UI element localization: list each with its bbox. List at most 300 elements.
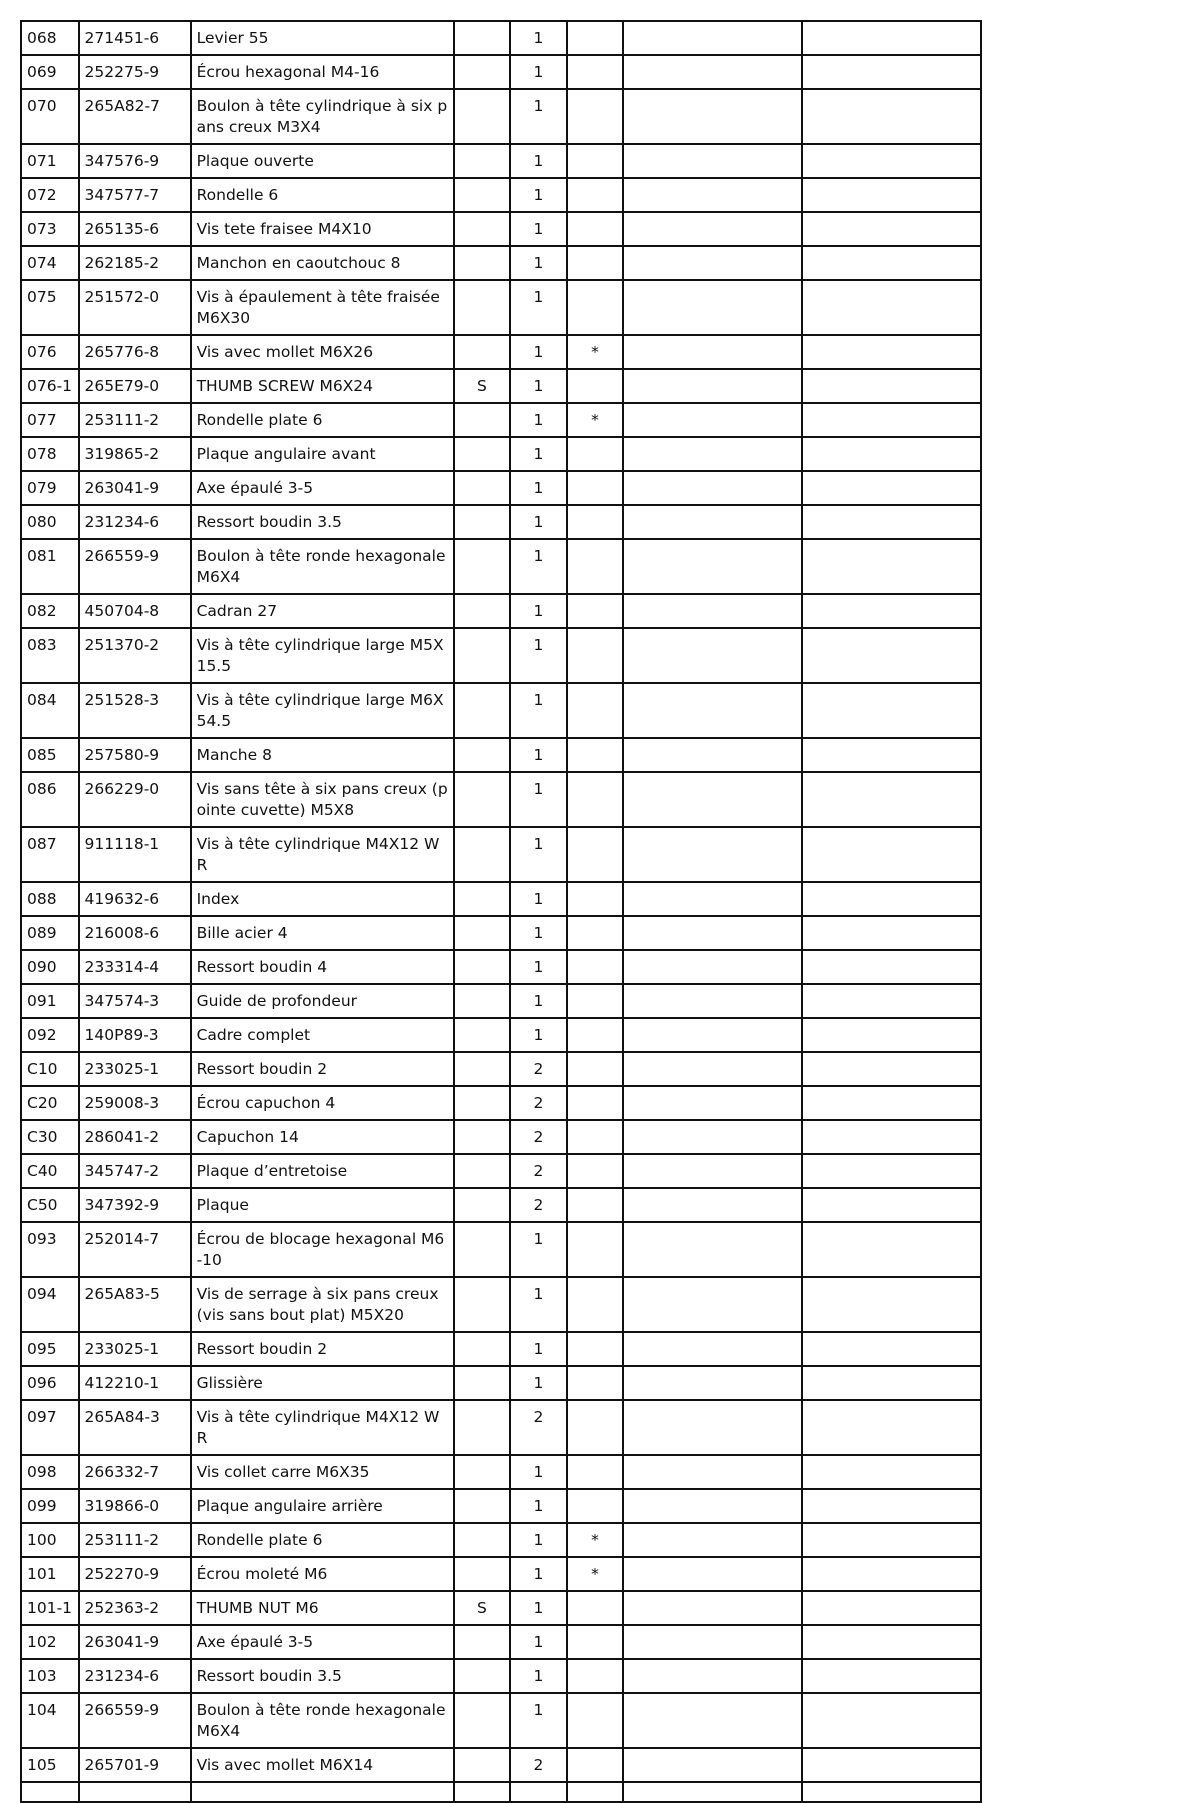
quantity-cell: 1 [510, 1625, 567, 1659]
marker-cell [567, 1052, 624, 1086]
part-description-cell: Plaque angulaire arrière [191, 1489, 454, 1523]
quantity-cell: 1 [510, 280, 567, 335]
quantity-cell: 1 [510, 335, 567, 369]
part-description-cell: Vis à épaulement à tête fraisée M6X30 [191, 280, 454, 335]
empty-cell [802, 539, 981, 594]
empty-cell [623, 1748, 802, 1782]
table-row [21, 178, 981, 212]
empty-cell [623, 1591, 802, 1625]
empty-cell [802, 1591, 981, 1625]
table-row [21, 594, 981, 628]
note-cell [454, 437, 511, 471]
empty-cell [623, 827, 802, 882]
part-code-cell: 263041-9 [79, 471, 191, 505]
part-number-index-cell: 089 [21, 916, 79, 950]
part-code-cell: 347574-3 [79, 984, 191, 1018]
part-description-cell: Plaque [191, 1188, 454, 1222]
empty-cell [802, 1523, 981, 1557]
part-code-cell: 265701-9 [79, 1748, 191, 1782]
part-number-index-cell: 093 [21, 1222, 79, 1277]
quantity-cell: 1 [510, 144, 567, 178]
empty-cell [623, 594, 802, 628]
empty-cell [802, 1366, 981, 1400]
table-row [21, 212, 981, 246]
part-description-cell: Écrou de blocage hexagonal M6-10 [191, 1222, 454, 1277]
marker-cell [567, 212, 624, 246]
part-code-cell: 252014-7 [79, 1222, 191, 1277]
quantity-cell: 1 [510, 539, 567, 594]
empty-cell [623, 1188, 802, 1222]
table-row [21, 403, 981, 437]
part-description-cell: Plaque ouverte [191, 144, 454, 178]
table-row [21, 1625, 981, 1659]
part-number-index-cell: 101 [21, 1557, 79, 1591]
part-code-cell: 271451-6 [79, 21, 191, 55]
part-code-cell: 252363-2 [79, 1591, 191, 1625]
quantity-cell: 1 [510, 984, 567, 1018]
marker-cell [567, 1400, 624, 1455]
part-number-index-cell: 079 [21, 471, 79, 505]
note-cell [454, 1086, 511, 1120]
empty-cell [802, 1052, 981, 1086]
part-number-index-cell: 095 [21, 1332, 79, 1366]
empty-cell [623, 144, 802, 178]
table-row [21, 335, 981, 369]
empty-cell [623, 1693, 802, 1748]
marker-cell [567, 55, 624, 89]
part-description-cell: Vis tete fraisee M4X10 [191, 212, 454, 246]
part-code-cell: 450704-8 [79, 594, 191, 628]
marker-cell [567, 1366, 624, 1400]
empty-cell [623, 683, 802, 738]
empty-cell [802, 628, 981, 683]
note-cell [454, 1332, 511, 1366]
note-cell [454, 403, 511, 437]
empty-cell [623, 1120, 802, 1154]
part-description-cell: Levier 55 [191, 21, 454, 55]
empty-cell [802, 212, 981, 246]
quantity-cell: 1 [510, 1366, 567, 1400]
note-cell [454, 55, 511, 89]
quantity-cell: 1 [510, 916, 567, 950]
empty-cell [802, 1222, 981, 1277]
marker-cell: * [567, 403, 624, 437]
part-code-cell: 252270-9 [79, 1557, 191, 1591]
table-row [21, 1455, 981, 1489]
quantity-cell: 1 [510, 1693, 567, 1748]
parts-table-body [21, 21, 981, 1802]
part-code-cell: 251370-2 [79, 628, 191, 683]
marker-cell [567, 505, 624, 539]
empty-cell [802, 21, 981, 55]
part-number-index-cell: 088 [21, 882, 79, 916]
part-number-index-cell: C30 [21, 1120, 79, 1154]
empty-cell [623, 437, 802, 471]
part-description-cell: Vis avec mollet M6X26 [191, 335, 454, 369]
quantity-cell: 2 [510, 1120, 567, 1154]
empty-cell [623, 1052, 802, 1086]
part-description-cell: Vis de serrage à six pans creux (vis sans bout plat) M5X20 [191, 1277, 454, 1332]
empty-cell [802, 505, 981, 539]
table-row [21, 89, 981, 144]
quantity-cell: 1 [510, 178, 567, 212]
empty-cell [802, 403, 981, 437]
empty-cell [623, 505, 802, 539]
table-row [21, 1222, 981, 1277]
part-description-cell: Guide de profondeur [191, 984, 454, 1018]
part-description-cell: Vis à tête cylindrique large M6X54.5 [191, 683, 454, 738]
empty-cell [623, 882, 802, 916]
table-row [21, 683, 981, 738]
note-cell [454, 1625, 511, 1659]
marker-cell [567, 882, 624, 916]
part-code-cell: 319865-2 [79, 437, 191, 471]
part-description-cell: THUMB SCREW M6X24 [191, 369, 454, 403]
part-code-cell: 286041-2 [79, 1120, 191, 1154]
part-number-index-cell [21, 1782, 79, 1802]
part-number-index-cell: 076-1 [21, 369, 79, 403]
part-code-cell: 266332-7 [79, 1455, 191, 1489]
marker-cell: * [567, 335, 624, 369]
part-description-cell: Écrou capuchon 4 [191, 1086, 454, 1120]
table-row [21, 539, 981, 594]
note-cell [454, 1052, 511, 1086]
quantity-cell: 1 [510, 1591, 567, 1625]
quantity-cell: 2 [510, 1400, 567, 1455]
quantity-cell: 1 [510, 882, 567, 916]
empty-cell [623, 1154, 802, 1188]
part-code-cell: 253111-2 [79, 403, 191, 437]
quantity-cell: 1 [510, 21, 567, 55]
part-number-index-cell: 104 [21, 1693, 79, 1748]
table-row [21, 1086, 981, 1120]
note-cell [454, 1748, 511, 1782]
quantity-cell: 1 [510, 369, 567, 403]
empty-cell [802, 335, 981, 369]
marker-cell: * [567, 1557, 624, 1591]
part-code-cell: 140P89-3 [79, 1018, 191, 1052]
empty-cell [802, 1277, 981, 1332]
marker-cell [567, 89, 624, 144]
part-number-index-cell: 083 [21, 628, 79, 683]
part-code-cell: 231234-6 [79, 505, 191, 539]
note-cell [454, 950, 511, 984]
empty-cell [802, 1659, 981, 1693]
note-cell [454, 1120, 511, 1154]
note-cell [454, 1222, 511, 1277]
empty-cell [802, 144, 981, 178]
part-code-cell: 347576-9 [79, 144, 191, 178]
part-number-index-cell: 069 [21, 55, 79, 89]
quantity-cell: 2 [510, 1748, 567, 1782]
part-code-cell: 265A84-3 [79, 1400, 191, 1455]
part-code-cell: 262185-2 [79, 246, 191, 280]
marker-cell: * [567, 1523, 624, 1557]
note-cell [454, 683, 511, 738]
empty-cell [623, 246, 802, 280]
part-code-cell: 233314-4 [79, 950, 191, 984]
empty-cell [802, 178, 981, 212]
empty-cell [802, 471, 981, 505]
quantity-cell: 1 [510, 594, 567, 628]
empty-cell [802, 1018, 981, 1052]
part-code-cell: 233025-1 [79, 1052, 191, 1086]
table-row [21, 1332, 981, 1366]
marker-cell [567, 246, 624, 280]
quantity-cell: 1 [510, 1489, 567, 1523]
note-cell: S [454, 1591, 511, 1625]
empty-cell [802, 1455, 981, 1489]
quantity-cell: 1 [510, 628, 567, 683]
note-cell [454, 1693, 511, 1748]
empty-cell [623, 984, 802, 1018]
part-number-index-cell: 087 [21, 827, 79, 882]
empty-cell [802, 1154, 981, 1188]
marker-cell [567, 1332, 624, 1366]
quantity-cell: 1 [510, 1659, 567, 1693]
note-cell [454, 178, 511, 212]
empty-cell [623, 916, 802, 950]
table-row [21, 1052, 981, 1086]
quantity-cell: 2 [510, 1086, 567, 1120]
table-row [21, 369, 981, 403]
marker-cell [567, 772, 624, 827]
quantity-cell: 1 [510, 738, 567, 772]
table-row [21, 950, 981, 984]
empty-cell [623, 335, 802, 369]
part-description-cell: Index [191, 882, 454, 916]
note-cell [454, 1782, 511, 1802]
empty-cell [623, 471, 802, 505]
part-number-index-cell: 096 [21, 1366, 79, 1400]
note-cell [454, 772, 511, 827]
empty-cell [802, 1489, 981, 1523]
empty-cell [802, 55, 981, 89]
note-cell [454, 539, 511, 594]
empty-cell [623, 212, 802, 246]
note-cell [454, 280, 511, 335]
table-row [21, 1748, 981, 1782]
part-description-cell: Écrou hexagonal M4-16 [191, 55, 454, 89]
empty-cell [623, 369, 802, 403]
marker-cell [567, 984, 624, 1018]
quantity-cell: 1 [510, 1332, 567, 1366]
parts-table [20, 20, 982, 1803]
part-description-cell: Manche 8 [191, 738, 454, 772]
marker-cell [567, 178, 624, 212]
part-number-index-cell: 084 [21, 683, 79, 738]
empty-cell [802, 1625, 981, 1659]
quantity-cell: 2 [510, 1154, 567, 1188]
empty-cell [802, 772, 981, 827]
marker-cell [567, 369, 624, 403]
marker-cell [567, 950, 624, 984]
part-number-index-cell: 068 [21, 21, 79, 55]
quantity-cell: 1 [510, 683, 567, 738]
table-row [21, 144, 981, 178]
part-description-cell: Vis à tête cylindrique M4X12 WR [191, 827, 454, 882]
table-row [21, 1154, 981, 1188]
table-row [21, 471, 981, 505]
empty-cell [802, 1693, 981, 1748]
note-cell [454, 246, 511, 280]
marker-cell [567, 1591, 624, 1625]
quantity-cell: 2 [510, 1052, 567, 1086]
quantity-cell: 1 [510, 1277, 567, 1332]
marker-cell [567, 1188, 624, 1222]
note-cell [454, 594, 511, 628]
empty-cell [802, 827, 981, 882]
empty-cell [802, 1748, 981, 1782]
marker-cell [567, 594, 624, 628]
note-cell [454, 21, 511, 55]
part-code-cell: 216008-6 [79, 916, 191, 950]
part-description-cell: Glissière [191, 1366, 454, 1400]
note-cell [454, 916, 511, 950]
part-description-cell: Vis collet carre M6X35 [191, 1455, 454, 1489]
table-row [21, 882, 981, 916]
table-row [21, 1523, 981, 1557]
part-description-cell: Cadre complet [191, 1018, 454, 1052]
empty-cell [802, 1400, 981, 1455]
marker-cell [567, 280, 624, 335]
part-description-cell: Vis à tête cylindrique large M5X15.5 [191, 628, 454, 683]
part-number-index-cell: 075 [21, 280, 79, 335]
note-cell [454, 212, 511, 246]
part-code-cell: 347392-9 [79, 1188, 191, 1222]
table-row [21, 505, 981, 539]
part-number-index-cell: 080 [21, 505, 79, 539]
empty-cell [623, 1400, 802, 1455]
part-number-index-cell: 086 [21, 772, 79, 827]
note-cell [454, 1659, 511, 1693]
empty-cell [623, 1659, 802, 1693]
part-code-cell: 266559-9 [79, 539, 191, 594]
empty-cell [623, 1782, 802, 1802]
empty-cell [802, 1086, 981, 1120]
part-code-cell: 257580-9 [79, 738, 191, 772]
part-description-cell: Boulon à tête ronde hexagonale M6X4 [191, 1693, 454, 1748]
table-row [21, 1557, 981, 1591]
part-description-cell: Ressort boudin 3.5 [191, 505, 454, 539]
marker-cell [567, 21, 624, 55]
marker-cell [567, 1659, 624, 1693]
part-number-index-cell: 091 [21, 984, 79, 1018]
part-number-index-cell: 101-1 [21, 1591, 79, 1625]
table-row [21, 628, 981, 683]
part-number-index-cell: 070 [21, 89, 79, 144]
part-code-cell: 911118-1 [79, 827, 191, 882]
quantity-cell: 1 [510, 212, 567, 246]
quantity-cell: 1 [510, 55, 567, 89]
empty-cell [802, 1120, 981, 1154]
table-row [21, 916, 981, 950]
note-cell [454, 1523, 511, 1557]
empty-cell [802, 594, 981, 628]
part-code-cell: 265A82-7 [79, 89, 191, 144]
empty-cell [623, 628, 802, 683]
quantity-cell: 1 [510, 437, 567, 471]
table-row [21, 1400, 981, 1455]
quantity-cell: 1 [510, 246, 567, 280]
part-description-cell: Ressort boudin 2 [191, 1052, 454, 1086]
note-cell: S [454, 369, 511, 403]
part-number-index-cell: 098 [21, 1455, 79, 1489]
part-description-cell: Vis sans tête à six pans creux (pointe cuvette) M5X8 [191, 772, 454, 827]
part-description-cell: Écrou moleté M6 [191, 1557, 454, 1591]
marker-cell [567, 1018, 624, 1052]
quantity-cell: 1 [510, 1523, 567, 1557]
quantity-cell: 1 [510, 1455, 567, 1489]
empty-cell [802, 1188, 981, 1222]
quantity-cell: 1 [510, 403, 567, 437]
note-cell [454, 628, 511, 683]
part-code-cell: 347577-7 [79, 178, 191, 212]
empty-cell [802, 916, 981, 950]
empty-cell [623, 55, 802, 89]
marker-cell [567, 683, 624, 738]
part-number-index-cell: 072 [21, 178, 79, 212]
part-number-index-cell: 085 [21, 738, 79, 772]
part-description-cell: Vis avec mollet M6X14 [191, 1748, 454, 1782]
empty-cell [623, 1557, 802, 1591]
part-code-cell: 251572-0 [79, 280, 191, 335]
quantity-cell: 2 [510, 1188, 567, 1222]
note-cell [454, 1154, 511, 1188]
marker-cell [567, 437, 624, 471]
part-description-cell: Cadran 27 [191, 594, 454, 628]
part-description-cell: Ressort boudin 3.5 [191, 1659, 454, 1693]
quantity-cell [510, 1782, 567, 1802]
part-number-index-cell: 071 [21, 144, 79, 178]
empty-cell [623, 280, 802, 335]
part-number-index-cell: C40 [21, 1154, 79, 1188]
part-code-cell: 419632-6 [79, 882, 191, 916]
part-number-index-cell: C50 [21, 1188, 79, 1222]
part-description-cell: Ressort boudin 2 [191, 1332, 454, 1366]
part-description-cell: Bille acier 4 [191, 916, 454, 950]
quantity-cell: 1 [510, 772, 567, 827]
table-row [21, 1277, 981, 1332]
table-row [21, 280, 981, 335]
empty-cell [802, 246, 981, 280]
empty-cell [802, 683, 981, 738]
empty-cell [623, 178, 802, 212]
quantity-cell: 1 [510, 1557, 567, 1591]
part-code-cell [79, 1782, 191, 1802]
table-row [21, 1591, 981, 1625]
marker-cell [567, 1455, 624, 1489]
note-cell [454, 1455, 511, 1489]
part-code-cell: 263041-9 [79, 1625, 191, 1659]
table-row [21, 1489, 981, 1523]
table-row [21, 772, 981, 827]
part-description-cell: Rondelle plate 6 [191, 403, 454, 437]
part-code-cell: 265A83-5 [79, 1277, 191, 1332]
part-code-cell: 412210-1 [79, 1366, 191, 1400]
part-description-cell: Axe épaulé 3-5 [191, 471, 454, 505]
part-description-cell [191, 1782, 454, 1802]
part-number-index-cell: 100 [21, 1523, 79, 1557]
empty-cell [623, 403, 802, 437]
table-row [21, 246, 981, 280]
part-description-cell: Plaque angulaire avant [191, 437, 454, 471]
quantity-cell: 1 [510, 89, 567, 144]
part-number-index-cell: 076 [21, 335, 79, 369]
table-row [21, 437, 981, 471]
part-code-cell: 265776-8 [79, 335, 191, 369]
empty-cell [623, 738, 802, 772]
